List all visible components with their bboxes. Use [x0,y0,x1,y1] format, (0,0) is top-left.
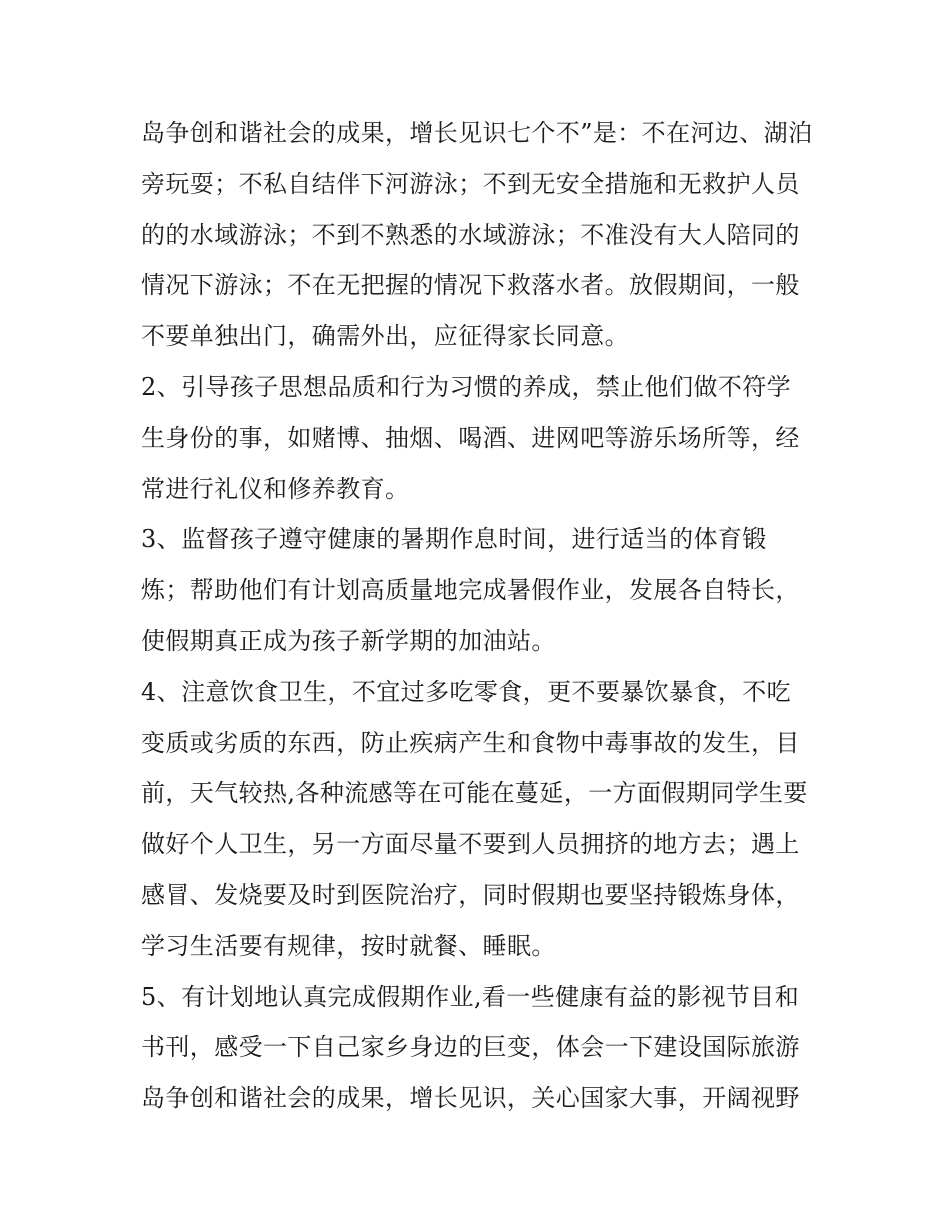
paragraph-item-5: 5、有计划地认真完成假期作业,看一些健康有益的影视节目和书刊，感受一下自己家乡身边的巨变，体会一下建设国际旅游岛争创和谐社会的成果，增长见识，关心国家大事，开阔视野 [141,982,800,1113]
paragraph-item-2: 2、引导孩子思想品质和行为习惯的养成，禁止他们做不符学生身份的事，如赌博、抽烟、喝酒、进网吧等游乐场所等，经常进行礼仪和修养教育。 [141,372,800,503]
document-body [141,108,813,1124]
paragraph-item-4: 4、注意饮食卫生，不宜过多吃零食，更不要暴饮暴食，不吃变质或劣质的东西，防止疾病产生和食物中毒事故的发生，目前，天气较热,各种流感等在可能在蔓延，一方面假期同学生要做好个人卫生，另一方面尽量不要到人员拥挤的地方去；遇上感冒、发烧要及时到医院治疗，同时假期也要坚持锻炼身体，学习生活要有规律，按时就餐、睡眠。 [141,677,808,960]
paragraph-continuation: 岛争创和谐社会的成果，增长见识七个不”是：不在河边、湖泊旁玩耍；不私自结伴下河游泳；不到无安全措施和无救护人员的的水域游泳；不到不熟悉的水域游泳；不准没有大人陪同的情况下游泳；不在无把握的情况下救落水者。放假期间，一般不要单独出门，确需外出，应征得家长同意。 [141,119,813,351]
paragraph-item-3: 3、监督孩子遵守健康的暑期作息时间，进行适当的体育锻炼；帮助他们有计划高质量地完成暑假作业，发展各自特长，使假期真正成为孩子新学期的加油站。 [141,525,800,655]
